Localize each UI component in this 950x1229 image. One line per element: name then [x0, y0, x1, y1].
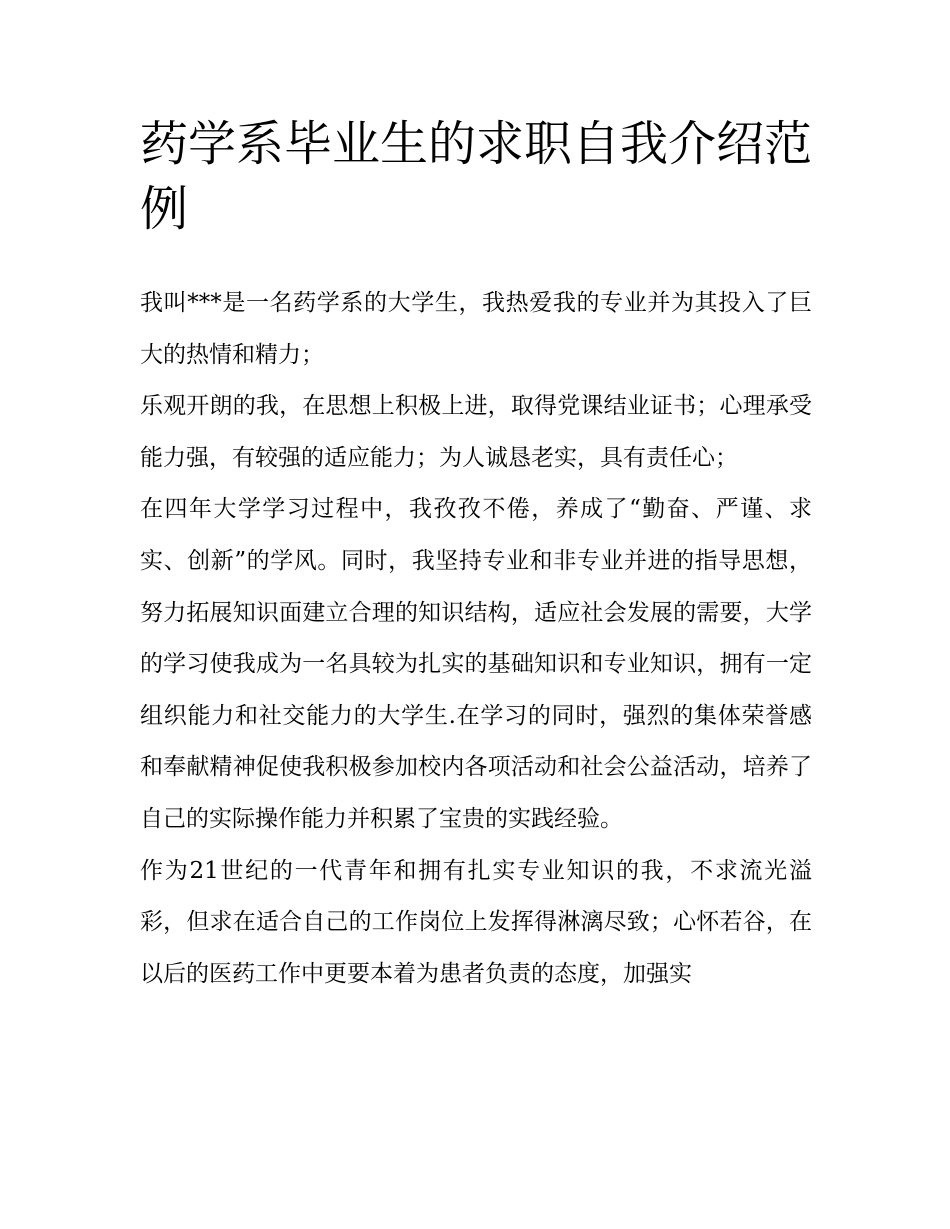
paragraph-study: 在四年大学学习过程中，我孜孜不倦，养成了“勤奋、严谨、求实、创新”的学风。同时，我坚持专业和非专业并进的指导思想，努力拓展知识面建立合理的知识结构，适应社会发展的需要，大学的学习使我成为一名具较为扎实的基础知识和专业知识，拥有一定组织能力和社交能力的大学生.在学习的同时，强烈的集体荣誉感和奉献精神促使我积极参加校内各项活动和社会公益活动，培养了自己的实际操作能力并积累了宝贵的实践经验。 [140, 496, 812, 832]
paragraph-aspiration: 作为21世纪的一代青年和拥有扎实专业知识的我，不求流光溢彩，但求在适合自己的工作岗位上发挥得淋漓尽致；心怀若谷，在以后的医药工作中更要本着为患者负责的态度，加强实 [140, 857, 812, 987]
paragraph-intro: 我叫***是一名药学系的大学生，我热爱我的专业并为其投入了巨大的热情和精力； [140, 290, 812, 368]
document-body [140, 278, 812, 1000]
paragraph-personality: 乐观开朗的我，在思想上积极上进，取得党课结业证书；心理承受能力强，有较强的适应能力；为人诚恳老实，具有责任心； [140, 393, 812, 471]
document-title: 药学系毕业生的求职自我介绍范例 [140, 116, 813, 237]
